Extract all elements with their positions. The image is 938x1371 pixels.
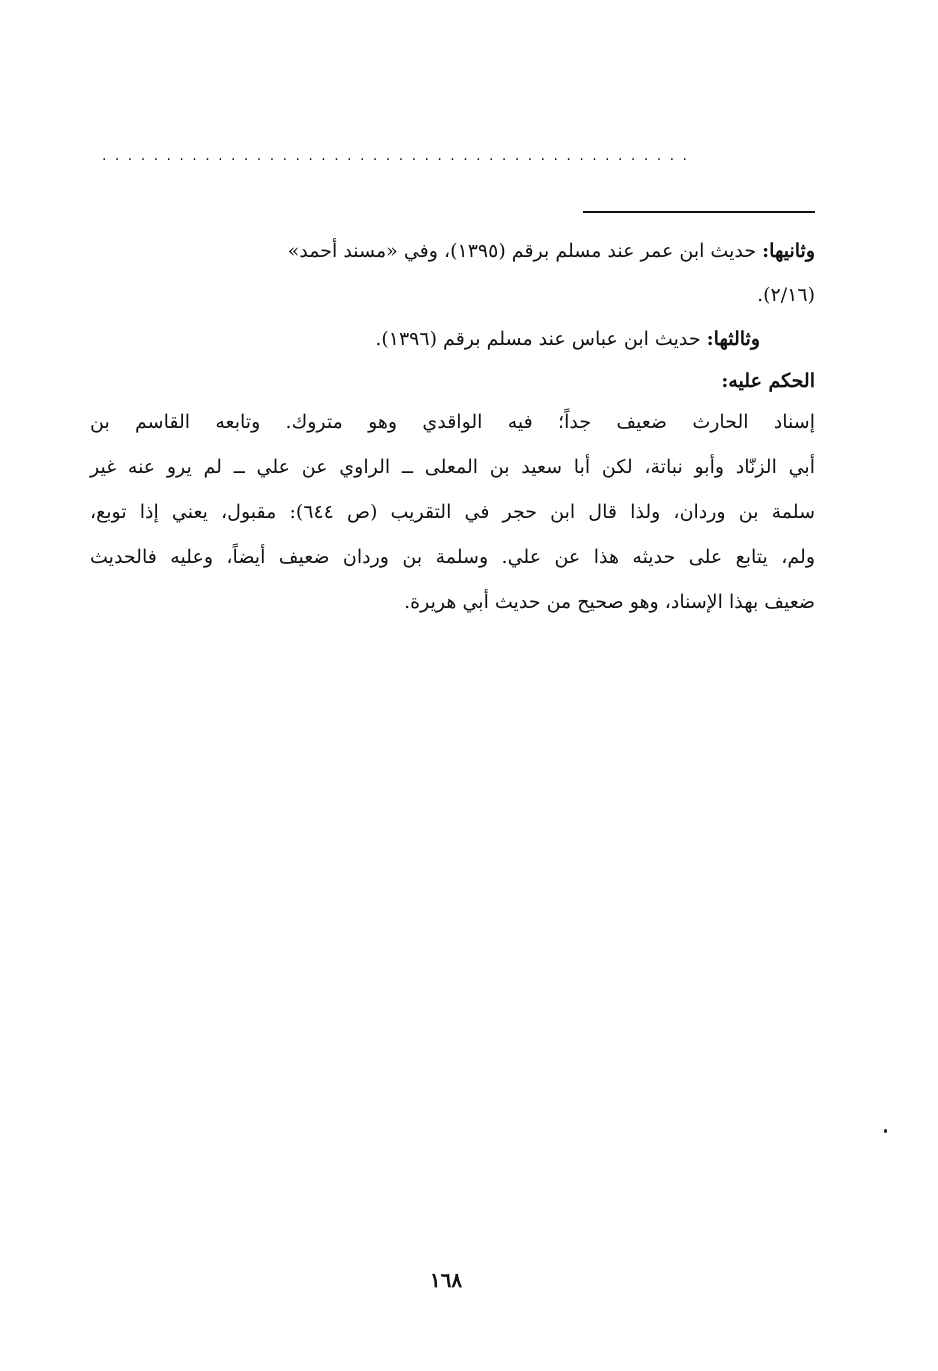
third-narration-line <box>60 317 760 362</box>
second-narration-line <box>115 229 815 274</box>
scan-mark <box>884 1129 887 1133</box>
third-narration-lead: وثالثها: <box>706 328 760 350</box>
page-number: ١٦٨ <box>429 1268 463 1292</box>
judgment-line-1: إسناد الحارث ضعيف جداً؛ فيه الواقدي وهو متروك. وتابعه القاسم بن <box>90 411 815 433</box>
judgment-line-2: أبي الزنّاد وأبو نباتة، لكن أبا سعيد بن المعلى ــ الراوي عن علي ــ لم يرو عنه غير <box>90 456 815 478</box>
judgment-line-4: ولم، يتابع على حديثه هذا عن علي. وسلمة بن وردان ضعيف أيضاً، وعليه فالحديث <box>90 546 815 568</box>
judgment-line-5: ضعيف بهذا الإسناد، وهو صحيح من حديث أبي هريرة. <box>404 591 815 613</box>
second-narration-continuation: (٢/١٦). <box>757 284 815 306</box>
second-narration-lead: وثانيها: <box>762 240 815 262</box>
judgment-line-3: سلمة بن وردان، ولذا قال ابن حجر في التقريب (ص ٦٤٤): مقبول، يعني إذا توبع، <box>90 501 815 523</box>
second-narration-text: حديث ابن عمر عند مسلم برقم (١٣٩٥)، وفي «مسند أحمد» <box>287 240 757 262</box>
dotted-separator: . . . . . . . . . . . . . . . . . . . . . . . . . . . . . . . . . . . . . . . . . . . . . . <box>102 148 689 164</box>
footnote-rule <box>583 211 815 213</box>
judgment-heading: الحكم عليه: <box>721 370 815 392</box>
third-narration-text: حديث ابن عباس عند مسلم برقم (١٣٩٦). <box>375 328 701 350</box>
